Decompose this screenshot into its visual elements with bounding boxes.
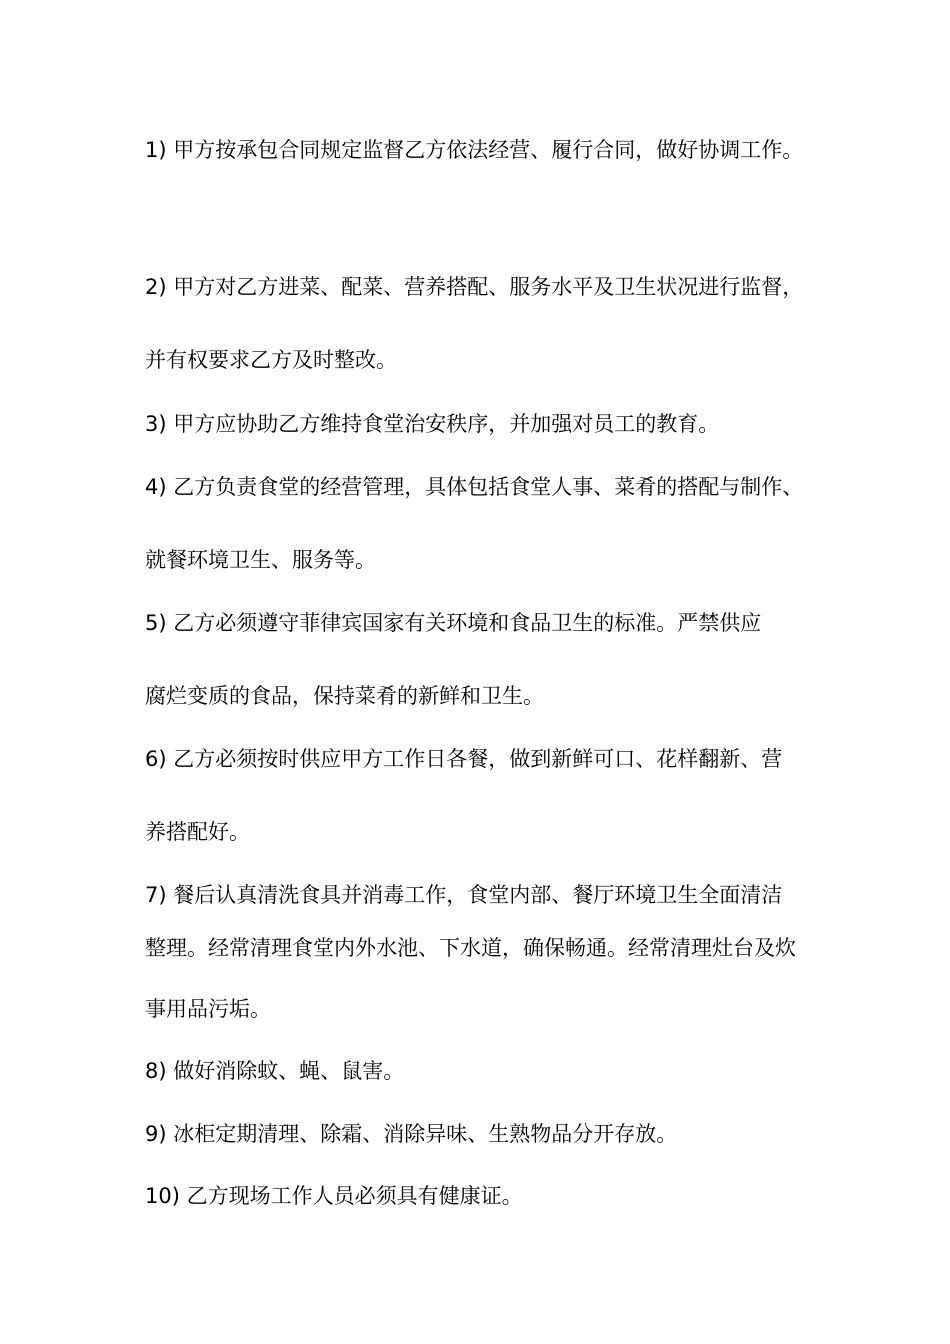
text-line: 并有权要求乙方及时整改。 bbox=[145, 348, 397, 372]
text-line: 7) 餐后认真清洗食具并消毒工作，食堂内部、餐厅环境卫生全面清洁 bbox=[145, 883, 783, 907]
text-line: 5) 乙方必须遵守菲律宾国家有关环境和食品卫生的标准。严禁供应 bbox=[145, 611, 762, 635]
text-line: 养搭配好。 bbox=[145, 820, 250, 844]
text-line: 8) 做好消除蚊、蝇、鼠害。 bbox=[145, 1059, 405, 1083]
text-line: 6) 乙方必须按时供应甲方工作日各餐，做到新鲜可口、花样翻新、营 bbox=[145, 747, 783, 771]
text-line: 10) 乙方现场工作人员必须具有健康证。 bbox=[145, 1184, 523, 1208]
text-line: 9) 冰柜定期清理、除霜、消除异味、生熟物品分开存放。 bbox=[145, 1122, 678, 1146]
text-line: 2) 甲方对乙方进菜、配菜、营养搭配、服务水平及卫生状况进行监督， bbox=[145, 275, 804, 299]
text-line: 腐烂变质的食品，保持菜肴的新鲜和卫生。 bbox=[145, 684, 544, 708]
text-line: 就餐环境卫生、服务等。 bbox=[145, 548, 376, 572]
text-line: 3) 甲方应协助乙方维持食堂治安秩序，并加强对员工的教育。 bbox=[145, 412, 720, 436]
text-line: 事用品污垢。 bbox=[145, 997, 271, 1021]
text-line: 整理。经常清理食堂内外水池、下水道，确保畅通。经常清理灶台及炊 bbox=[145, 936, 796, 960]
text-line: 4) 乙方负责食堂的经营管理，具体包括食堂人事、菜肴的搭配与制作、 bbox=[145, 475, 804, 499]
text-line: 1) 甲方按承包合同规定监督乙方依法经营、履行合同，做好协调工作。 bbox=[145, 138, 804, 162]
